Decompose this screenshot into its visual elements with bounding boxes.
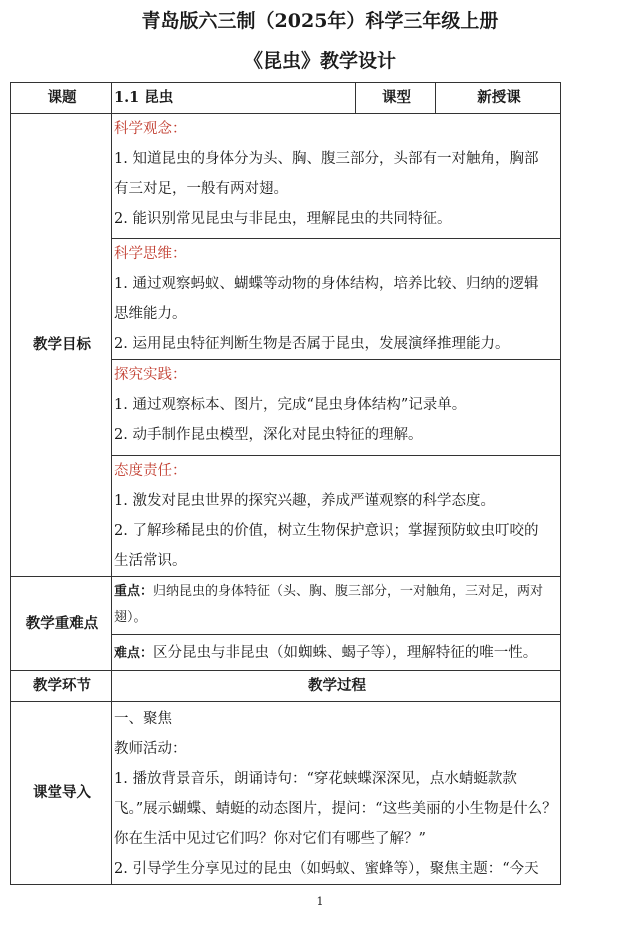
goal-line: 1. 知道昆虫的身体分为头、胸、腹三部分，头部有一对触角，胸部 — [114, 151, 539, 167]
document-title: 青岛版六三制（2025年）科学三年级上册 — [141, 10, 499, 32]
goal-line: 1. 通过观察蚂蚁、蝴蝶等动物的身体结构，培养比较、归纳的逻辑 — [114, 276, 539, 292]
keypoint-heading: 重点： — [114, 584, 154, 599]
keypoint-cell — [112, 577, 561, 635]
goal-section — [112, 239, 561, 360]
goal-line: 有三对足，一般有两对翅。 — [114, 181, 288, 197]
goal-row-1 — [11, 114, 561, 239]
intro-line: 2. 引导学生分享见过的昆虫（如蚂蚁、蜜蜂等），聚焦主题：“今天 — [114, 861, 539, 877]
goal-line: 2. 了解珍稀昆虫的价值，树立生物保护意识；掌握预防蚊虫叮咬的 — [114, 523, 539, 539]
difficulty-text: 区分昆虫与非昆虫（如蜘蛛、蝎子等），理解特征的唯一性。 — [153, 644, 538, 661]
intro-line: 飞。”展示蝴蝶、蜻蜓的动态图片，提问：“这些美丽的小生物是什么？ — [114, 801, 557, 817]
goal-line: 2. 运用昆虫特征判断生物是否属于昆虫，发展演绎推理能力。 — [114, 336, 510, 352]
goals-label: 教学目标 — [11, 114, 112, 577]
goal-heading: 探究实践： — [114, 367, 187, 383]
process-heading: 教学过程 — [112, 671, 561, 702]
goal-section — [112, 456, 561, 577]
intro-line: 教师活动： — [114, 741, 187, 757]
goal-line: 1. 通过观察标本、图片，完成“昆虫身体结构”记录单。 — [114, 397, 467, 413]
lesson-label: 课题 — [11, 83, 112, 114]
keypoint-row — [11, 577, 561, 635]
goal-line: 2. 能识别常见昆虫与非昆虫，理解昆虫的共同特征。 — [114, 211, 452, 227]
difficulty-heading: 难点： — [114, 645, 154, 661]
goal-section — [112, 360, 561, 456]
keypoints-label: 教学重难点 — [11, 577, 112, 671]
intro-cell — [112, 702, 561, 885]
lesson-type-label: 课型 — [356, 83, 436, 114]
intro-label: 课堂导入 — [11, 702, 112, 885]
keypoint-line: 归纳昆虫的身体特征（头、胸、腹三部分，一对触角，三对足，两对 — [153, 584, 544, 599]
goal-line: 生活常识。 — [114, 553, 187, 569]
difficulty-cell — [112, 635, 561, 671]
document-subtitle: 《昆虫》教学设计 — [243, 50, 396, 72]
goal-line: 1. 激发对昆虫世界的探究兴趣，养成严谨观察的科学态度。 — [114, 493, 495, 509]
goal-heading: 态度责任： — [114, 463, 187, 479]
intro-line: 你在生活中见过它们吗？你对它们有哪些了解？” — [114, 831, 426, 847]
intro-row — [11, 702, 561, 885]
goal-line: 思维能力。 — [114, 306, 187, 322]
goal-section — [112, 114, 561, 239]
intro-line: 一、聚焦 — [114, 711, 172, 727]
page-number: 1 — [316, 895, 324, 908]
keypoint-line: 翅）。 — [114, 610, 147, 625]
process-header-row — [11, 671, 561, 702]
intro-line: 1. 播放背景音乐，朗诵诗句：“穿花蛱蝶深深见，点水蜻蜓款款 — [114, 771, 517, 787]
goal-heading: 科学观念： — [114, 121, 187, 137]
lesson-value: 1.1 昆虫 — [112, 83, 356, 114]
lesson-type-value: 新授课 — [436, 83, 561, 114]
goal-heading: 科学思维： — [114, 246, 187, 262]
process-label: 教学环节 — [11, 671, 112, 702]
lesson-plan-table — [10, 82, 561, 885]
lesson-row — [11, 83, 561, 114]
goal-line: 2. 动手制作昆虫模型，深化对昆虫特征的理解。 — [114, 427, 423, 443]
